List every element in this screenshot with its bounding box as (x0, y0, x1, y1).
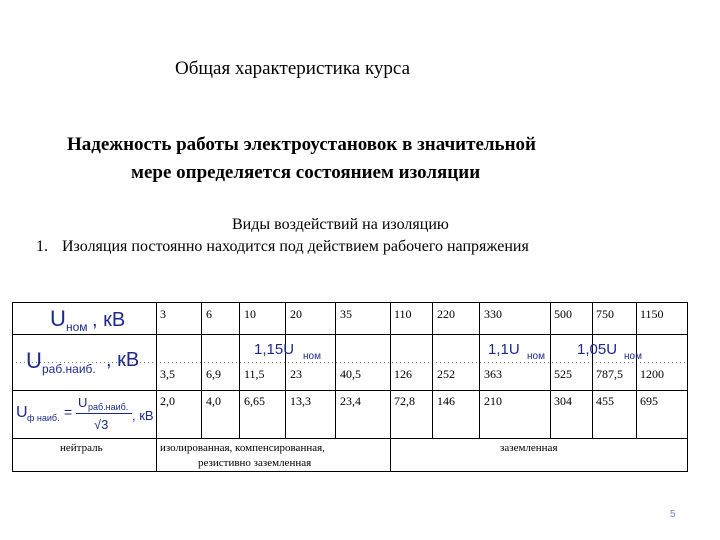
row-unom-value: 220 (437, 307, 455, 321)
row-uf-subscript: ф наиб. (27, 413, 60, 423)
row-urab-symbol: U (26, 348, 42, 373)
row-uf-value: 72,8 (394, 394, 415, 408)
row-uf-value: 4,0 (206, 394, 221, 408)
row-unom-unit: , кВ (92, 309, 126, 331)
voltage-table (12, 302, 688, 472)
neutral-isolated-line2: резистивно заземленная (198, 457, 312, 469)
row-urab-value: 252 (437, 367, 455, 381)
row-urab-value: 126 (394, 367, 412, 381)
row-unom-value: 1150 (640, 307, 664, 321)
row-urab-subscript: раб.наиб. (42, 362, 96, 376)
slide-title: Общая характеристика курса (175, 58, 411, 79)
row-uf-denominator: √3 (94, 417, 109, 432)
formula-1-1-sub: ном (527, 351, 545, 362)
row-urab-value: 11,5 (244, 367, 265, 381)
row-unom-value: 750 (596, 307, 614, 321)
section-subtitle: Виды воздействий на изоляцию (232, 216, 449, 233)
row-urab-label (26, 348, 139, 376)
row-urab-unit: , кВ (106, 349, 140, 371)
row-urab-value: 3,5 (160, 367, 175, 381)
row-unom-values (160, 307, 664, 321)
row-urab-value: 363 (484, 367, 502, 381)
row-unom-value: 330 (484, 307, 502, 321)
list-item-number: 1. (36, 238, 48, 255)
neutral-label: нейтраль (60, 442, 103, 454)
row-unom-subscript: ном (66, 320, 88, 334)
row-unom-value: 110 (394, 307, 412, 321)
row-uf-value: 210 (484, 394, 502, 408)
formula-1-05: 1,05U (577, 341, 618, 358)
page-number: 5 (670, 509, 676, 520)
row-uf-equals: = (64, 404, 73, 420)
row-uf-value: 6,65 (244, 394, 265, 408)
row-urab-value: 525 (554, 367, 572, 381)
row-urab-value: 6,9 (206, 367, 221, 381)
row-uf-value: 695 (640, 394, 658, 408)
row-uf-numerator: U (78, 395, 88, 410)
row-uf-value: 146 (437, 394, 455, 408)
row-unom-value: 3 (160, 307, 166, 321)
row-urab-value: 787,5 (596, 367, 623, 381)
row-urab-values (160, 367, 664, 381)
row-uf-numerator-sub: раб.наиб. (88, 402, 129, 412)
row-urab-value: 23 (290, 367, 302, 381)
row-urab-value: 1200 (640, 367, 664, 381)
voltage-table-grid (12, 302, 688, 472)
formula-1-05-sub: ном (624, 351, 642, 362)
row-unom-symbol: U (50, 306, 66, 331)
row-uf-label (16, 395, 154, 432)
row-urab-formulas (254, 341, 642, 362)
row-uf-value: 13,3 (290, 394, 311, 408)
row-unom-value: 500 (554, 307, 572, 321)
formula-1-1: 1,1U (488, 341, 520, 358)
row-uf-value: 455 (596, 394, 614, 408)
list-item-text: Изоляция постоянно находится под действием рабочего напряжения (62, 238, 529, 255)
row-uf-value: 2,0 (160, 394, 175, 408)
formula-1-15: 1,15U (254, 341, 295, 358)
row-unom-value: 35 (340, 307, 352, 321)
neutral-isolated-line1: изолированная, компенсированная, (160, 442, 325, 454)
list-item (36, 238, 529, 256)
row-uf-values (160, 394, 658, 408)
row-unom-value: 20 (290, 307, 302, 321)
row-unom-value: 6 (206, 307, 212, 321)
row-uf-symbol: U (16, 404, 28, 421)
row-uf-value: 304 (554, 394, 572, 408)
row-uf-value: 23,4 (340, 394, 361, 408)
row-unom-label (50, 306, 125, 334)
formula-1-15-sub: ном (303, 351, 321, 362)
row-urab-value: 40,5 (340, 367, 361, 381)
heading-line-1: Надежность работы электроустановок в значительной (67, 134, 536, 155)
row-unom-value: 10 (244, 307, 256, 321)
heading-line-2: мере определяется состоянием изоляции (131, 162, 481, 183)
neutral-grounded: заземленная (500, 442, 558, 454)
row-uf-unit: , кВ (132, 408, 154, 423)
